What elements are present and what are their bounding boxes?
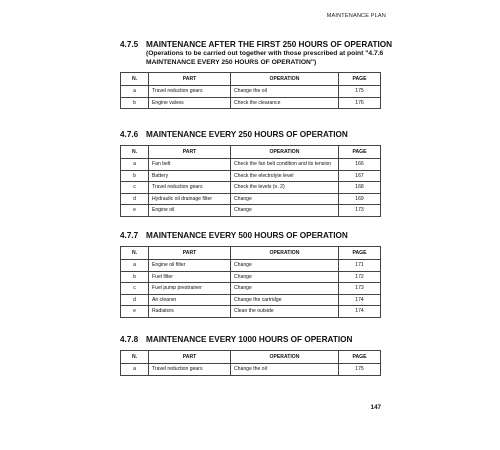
table-header-row [121, 351, 381, 364]
cell-page: 176 [339, 97, 381, 109]
cell-page: 173 [339, 283, 381, 295]
column-header-page: PAGE [339, 146, 381, 159]
cell-operation: Check the clearance [231, 97, 339, 109]
section-number: 4.7.8 [120, 335, 139, 344]
cell-operation: Change [231, 193, 339, 205]
section-title: MAINTENANCE EVERY 250 HOURS OF OPERATION [146, 130, 348, 139]
table-header-row [121, 73, 381, 86]
column-header-part: PART [149, 247, 231, 260]
column-header-operation: OPERATION [231, 73, 339, 86]
cell-page: 167 [339, 170, 381, 182]
cell-operation: Change [231, 205, 339, 217]
page-header-title: MAINTENANCE PLAN [326, 13, 386, 19]
table-header-row [121, 247, 381, 260]
section-heading [120, 335, 380, 345]
section-subtitle-line: (Operations to be carried out together with those prescribed at point "4.7.6 [146, 50, 384, 57]
column-header-n: N. [121, 73, 149, 86]
column-header-page: PAGE [339, 73, 381, 86]
table-row [121, 182, 381, 194]
section-title: MAINTENANCE EVERY 1000 HOURS OF OPERATION [146, 335, 353, 344]
cell-part: Fuel filter [149, 271, 231, 283]
cell-n: a [121, 86, 149, 98]
maintenance-table [120, 145, 381, 217]
cell-n: a [121, 364, 149, 376]
cell-part: Travel reduction gears [149, 86, 231, 98]
table-row [121, 260, 381, 272]
table-row [121, 97, 381, 109]
cell-part: Air cleaner [149, 294, 231, 306]
column-header-operation: OPERATION [231, 247, 339, 260]
cell-n: e [121, 205, 149, 217]
cell-page: 171 [339, 260, 381, 272]
table-row [121, 306, 381, 318]
section-4-7-5 [120, 40, 393, 109]
cell-part: Engine valves [149, 97, 231, 109]
column-header-part: PART [149, 73, 231, 86]
column-header-part: PART [149, 146, 231, 159]
section-heading [120, 130, 380, 140]
cell-page: 174 [339, 294, 381, 306]
cell-operation: Change the oil [231, 86, 339, 98]
cell-operation: Change the cartridge [231, 294, 339, 306]
cell-part: Fan belt [149, 159, 231, 171]
cell-part: Travel reduction gears [149, 364, 231, 376]
section-title: MAINTENANCE EVERY 500 HOURS OF OPERATION [146, 231, 348, 240]
table-row [121, 205, 381, 217]
table-row [121, 86, 381, 98]
section-heading [120, 231, 380, 241]
cell-operation: Change [231, 271, 339, 283]
cell-n: e [121, 306, 149, 318]
column-header-part: PART [149, 351, 231, 364]
cell-n: b [121, 97, 149, 109]
table-row [121, 364, 381, 376]
cell-part: Engine oil filter [149, 260, 231, 272]
cell-page: 166 [339, 159, 381, 171]
column-header-n: N. [121, 146, 149, 159]
cell-page: 173 [339, 205, 381, 217]
section-heading [120, 40, 393, 50]
cell-page: 168 [339, 182, 381, 194]
cell-part: Hydraulic oil drainage filter [149, 193, 231, 205]
table-header-row [121, 146, 381, 159]
cell-part: Fuel pump prestrainer [149, 283, 231, 295]
section-4-7-6 [120, 130, 380, 217]
cell-n: c [121, 182, 149, 194]
column-header-operation: OPERATION [231, 351, 339, 364]
table-row [121, 170, 381, 182]
cell-n: b [121, 271, 149, 283]
section-title: MAINTENANCE AFTER THE FIRST 250 HOURS OF OPERATION [146, 40, 393, 49]
cell-part: Radiators [149, 306, 231, 318]
column-header-n: N. [121, 351, 149, 364]
cell-page: 169 [339, 193, 381, 205]
table-row [121, 193, 381, 205]
cell-operation: Check the fan belt condition and its tension [231, 159, 339, 171]
cell-part: Engine oil [149, 205, 231, 217]
table-row [121, 159, 381, 171]
cell-page: 175 [339, 364, 381, 376]
table-row [121, 271, 381, 283]
cell-page: 174 [339, 306, 381, 318]
cell-operation: Check the electrolyte level [231, 170, 339, 182]
maintenance-table [120, 350, 381, 376]
cell-operation: Change the oil [231, 364, 339, 376]
section-4-7-8 [120, 335, 380, 376]
page-number: 147 [370, 404, 381, 411]
cell-part: Travel reduction gears [149, 182, 231, 194]
section-4-7-7 [120, 231, 380, 318]
cell-n: d [121, 193, 149, 205]
section-subtitle-line: MAINTENANCE EVERY 250 HOURS OF OPERATION") [146, 58, 317, 66]
cell-n: c [121, 283, 149, 295]
cell-n: d [121, 294, 149, 306]
cell-part: Battery [149, 170, 231, 182]
cell-n: a [121, 159, 149, 171]
maintenance-table [120, 72, 381, 109]
section-number: 4.7.7 [120, 231, 139, 240]
cell-operation: Change [231, 283, 339, 295]
column-header-page: PAGE [339, 351, 381, 364]
cell-page: 172 [339, 271, 381, 283]
table-row [121, 294, 381, 306]
column-header-n: N. [121, 247, 149, 260]
cell-operation: Check the levels (n. 2) [231, 182, 339, 194]
cell-n: b [121, 170, 149, 182]
table-row [121, 283, 381, 295]
cell-operation: Change [231, 260, 339, 272]
cell-operation: Clean the outside [231, 306, 339, 318]
cell-n: a [121, 260, 149, 272]
cell-page: 175 [339, 86, 381, 98]
column-header-operation: OPERATION [231, 146, 339, 159]
maintenance-table [120, 246, 381, 318]
section-number: 4.7.5 [120, 40, 139, 49]
section-number: 4.7.6 [120, 130, 139, 139]
column-header-page: PAGE [339, 247, 381, 260]
